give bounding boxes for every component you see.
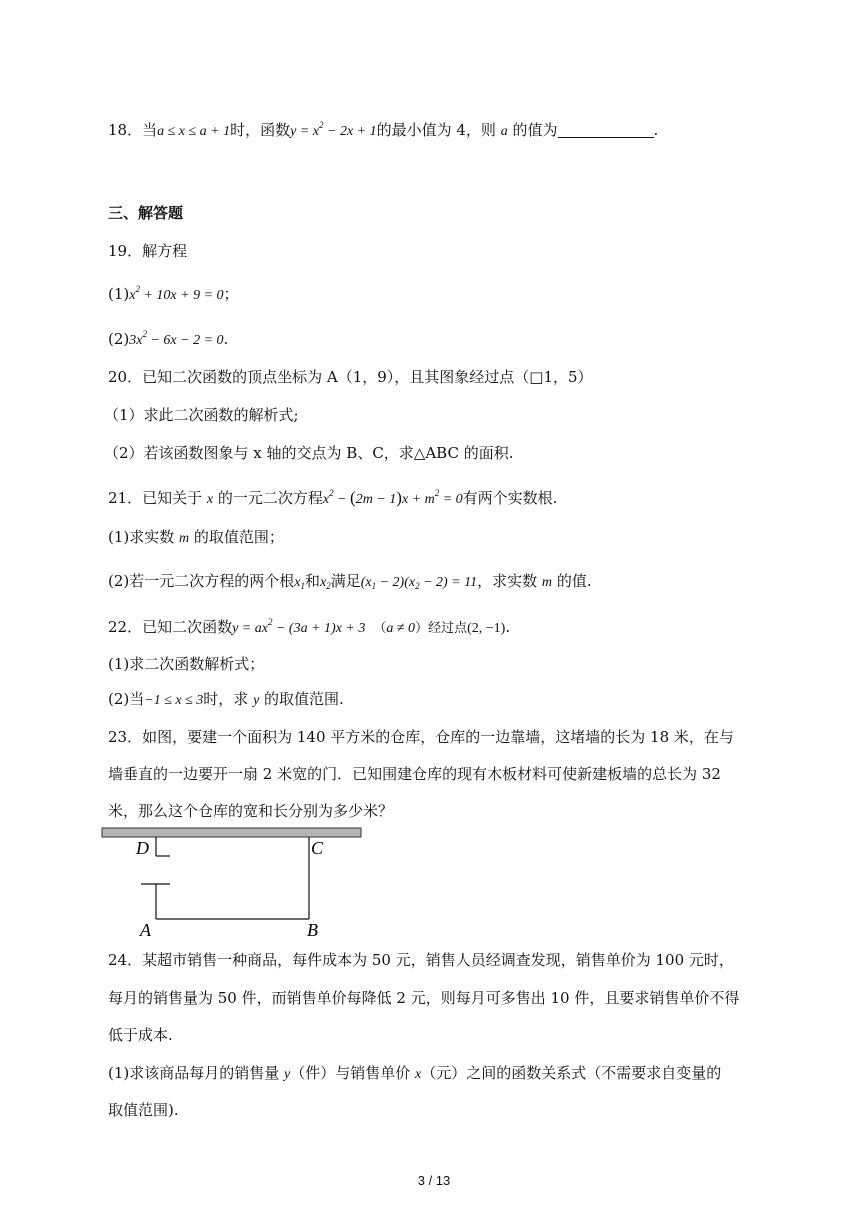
question-24-line-1: 24．某超市销售一种商品，每件成本为 50 元，销售人员经调查发现，销售单价为 100 元时， bbox=[108, 951, 734, 969]
label-a: A bbox=[140, 920, 151, 940]
question-23-line-1: 23．如图，要建一个面积为 140 平方米的仓库，仓库的一边靠墙，这堵墙的长为 18 米，在与 bbox=[108, 728, 734, 746]
question-24-part-1: (1)求该商品每月的销售量 y（件）与销售单价 x（元）之间的函数关系式（不需要求自变量的 bbox=[108, 1064, 722, 1082]
function-math: $y = ax^2 - (3a + 1)x + 3$ bbox=[232, 617, 366, 636]
question-21-part-2: (2)若一元二次方程的两个根$x_1$和$x_2$满足$(x_1 - 2)(x_2 - 2) = 11$，求实数 m 的值. bbox=[108, 572, 592, 591]
question-23-line-2: 墙垂直的一边要开一扇 2 米宽的门．已知围建仓库的现有木板材料可使新建板墙的总长为 32 bbox=[108, 765, 721, 783]
question-21: 21．已知关于 x 的一元二次方程$x^2 - (2m - 1)x + m^2 = 0$有两个实数根. bbox=[108, 488, 558, 507]
question-22: 22．已知二次函数$y = ax^2 - (3a + 1)x + 3$ （a ≠ 0）经过点(2, −1). bbox=[108, 617, 511, 636]
label-c: C bbox=[311, 838, 324, 858]
question-24-line-3: 低于成本. bbox=[108, 1026, 173, 1044]
answer-blank[interactable] bbox=[558, 121, 654, 138]
question-19-part-2: $(2)3x^2 - 6x - 2 = 0$. bbox=[108, 329, 229, 348]
function-math: $y = x^2 - 2x + 1$ bbox=[290, 120, 377, 139]
question-24-part-1-cont: 取值范围). bbox=[108, 1101, 179, 1119]
question-23-line-3: 米，那么这个仓库的宽和长分别为多少米？ bbox=[108, 802, 394, 820]
warehouse-figure bbox=[100, 826, 370, 941]
wall bbox=[102, 828, 361, 837]
condition-math: $(x_1 - 2)(x_2 - 2) = 11$ bbox=[360, 575, 478, 591]
question-20: 20．已知二次函数的顶点坐标为 A（1，9），且其图象经过点（□1，5） bbox=[108, 368, 593, 386]
question-22-part-2: (2)当−1 ≤ x ≤ 3时，求 y 的取值范围. bbox=[108, 690, 344, 708]
question-19-part-1: $(1)x^2 + 10x + 9 = 0$； bbox=[108, 284, 239, 303]
label-d: D bbox=[136, 838, 149, 858]
question-19: 19．解方程 bbox=[108, 242, 188, 260]
question-21-part-1: (1)求实数 m 的取值范围； bbox=[108, 528, 284, 546]
label-b: B bbox=[307, 920, 318, 940]
question-18: 18．当a ≤ x ≤ a + 1时，函数$y = x^2 - 2x + 1$的最小值为 4，则 a 的值为 . bbox=[108, 120, 659, 139]
equation-math: $x^2 - (2m - 1)x + m^2 = 0$ bbox=[322, 488, 463, 507]
question-20-part-1: （1）求此二次函数的解析式; bbox=[104, 406, 299, 424]
question-24-line-2: 每月的销售量为 50 件，而销售单价每降低 2 元，则每月可多售出 10 件，且要求销售单价不得 bbox=[108, 989, 740, 1007]
question-20-part-2: （2）若该函数图象与 x 轴的交点为 B、C，求△ABC 的面积. bbox=[104, 444, 514, 462]
section-title: 三、解答题 bbox=[108, 204, 184, 222]
page-number: 3 / 13 bbox=[417, 1173, 451, 1188]
question-22-part-1: (1)求二次函数解析式； bbox=[108, 655, 265, 673]
condition-math: a ≤ x ≤ a + 1 bbox=[157, 124, 231, 139]
